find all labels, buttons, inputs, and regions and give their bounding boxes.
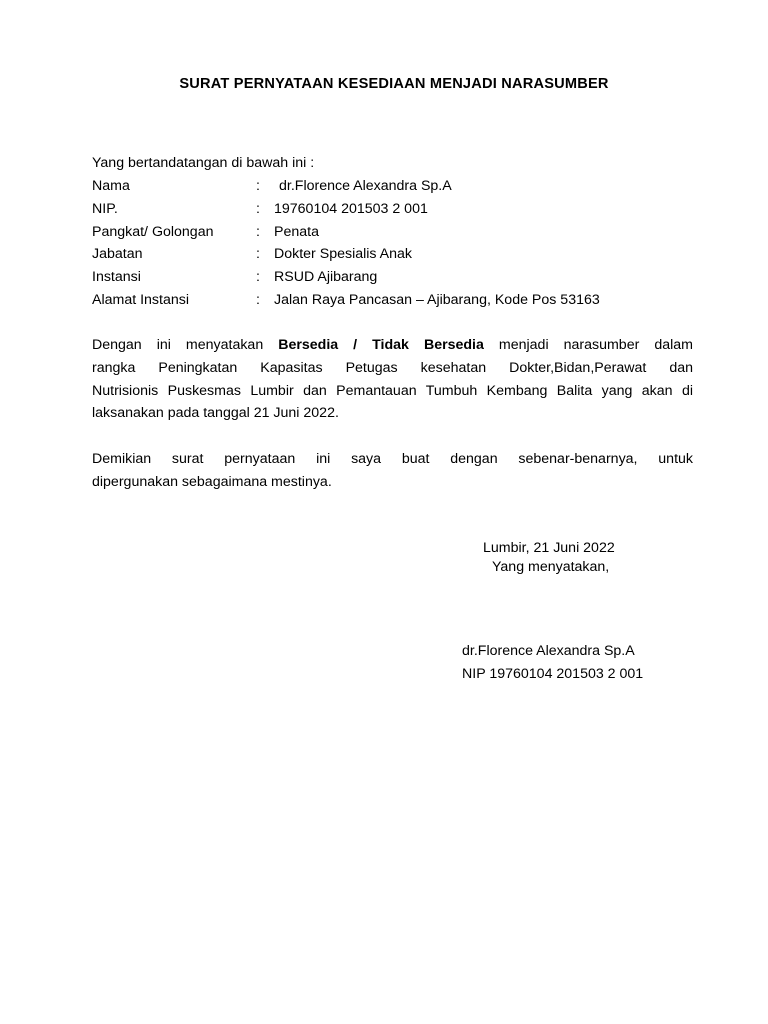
document-title: SURAT PERNYATAAN KESEDIAAN MENJADI NARASUMBER (179, 76, 609, 92)
field-value: Penata (274, 223, 319, 240)
field-value: RSUD Ajibarang (274, 269, 378, 286)
closing-line: dipergunakan sebagaimana mestinya. (92, 473, 332, 490)
field-colon: : (256, 269, 260, 286)
field-label: Pangkat/ Golongan (92, 223, 214, 240)
intro-text: Yang bertandatangan di bawah ini : (92, 155, 315, 171)
field-colon: : (256, 246, 260, 263)
field-label: Instansi (92, 269, 141, 286)
field-label: NIP. (92, 200, 118, 217)
signature-role: Yang menyatakan, (492, 559, 610, 575)
field-value: 19760104 201503 2 001 (274, 200, 428, 217)
closing-line: Demikian surat pernyataan ini saya buat dengan sebenar-benarnya, untuk (92, 451, 693, 467)
field-value: Dokter Spesialis Anak (274, 246, 413, 263)
field-label: Nama (92, 178, 130, 194)
statement-line: laksanakan pada tanggal 21 Juni 2022. (92, 405, 339, 422)
statement-emphasis: Bersedia / Tidak Bersedia (278, 337, 484, 353)
field-value: Jalan Raya Pancasan – Ajibarang, Kode Pos 53163 (274, 291, 600, 308)
statement-line: rangka Peningkatan Kapasitas Petugas kesehatan Dokter,Bidan,Perawat dan (92, 359, 693, 376)
closing-paragraph (92, 448, 693, 494)
field-colon: : (256, 291, 260, 308)
field-label: Alamat Instansi (92, 291, 189, 308)
statement-paragraph (92, 334, 693, 425)
field-colon: : (256, 223, 260, 240)
statement-suffix: menjadi narasumber dalam (498, 337, 693, 353)
signature-nip: NIP 19760104 201503 2 001 (462, 666, 644, 682)
statement-prefix: Dengan ini menyatakan (92, 337, 264, 353)
statement-line (92, 334, 693, 357)
field-value: dr.Florence Alexandra Sp.A (279, 178, 452, 194)
signature-place-date: Lumbir, 21 Juni 2022 (483, 540, 615, 556)
signature-name: dr.Florence Alexandra Sp.A (462, 643, 635, 659)
statement-line: Nutrisionis Puskesmas Lumbir dan Pemantauan Tumbuh Kembang Balita yang akan di (92, 382, 693, 399)
field-colon: : (256, 178, 260, 194)
field-label: Jabatan (92, 246, 143, 263)
field-colon: : (256, 200, 260, 217)
